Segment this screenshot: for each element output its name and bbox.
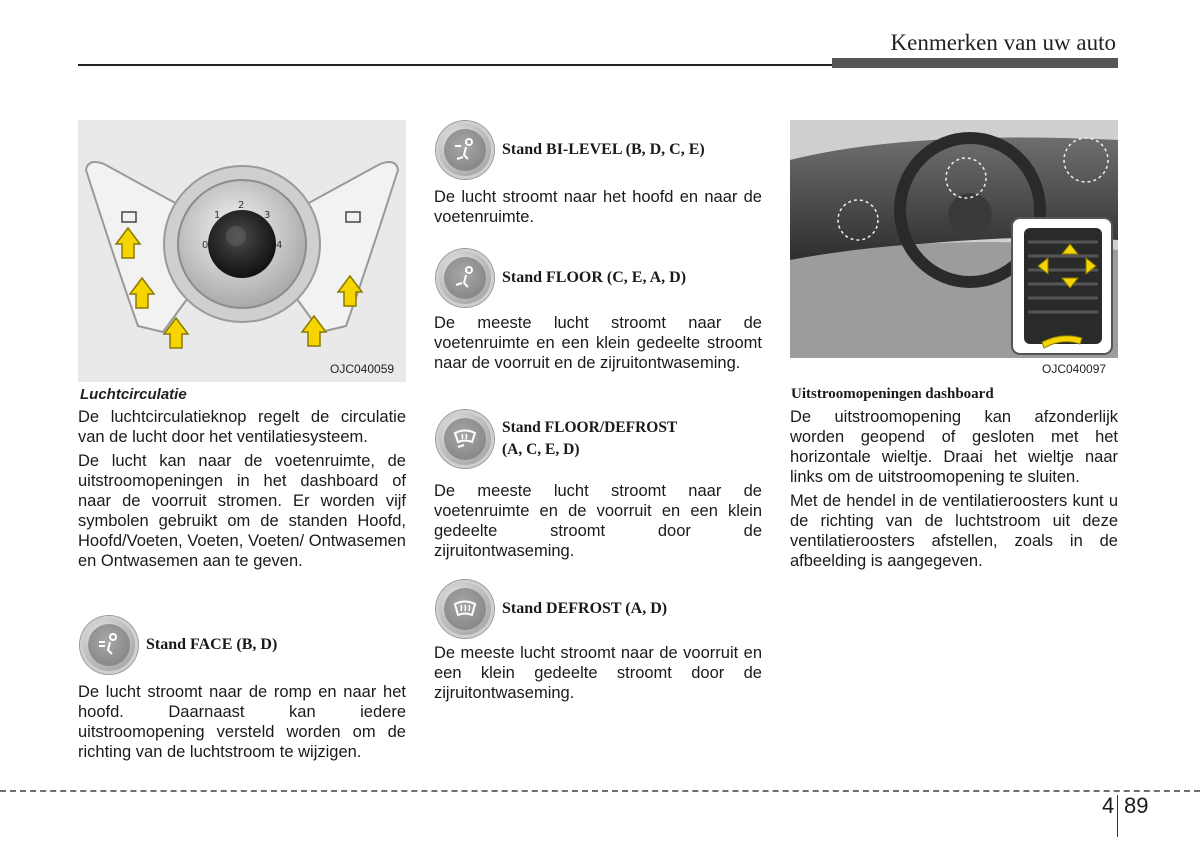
dial-number: 0 bbox=[202, 240, 209, 251]
climate-panel-figure bbox=[78, 120, 406, 382]
bi-level-mode-icon bbox=[452, 137, 478, 163]
bi-level-text: De lucht stroomt naar het hoofd en naar de voetenruimte. bbox=[434, 188, 762, 226]
dial-number: 1 bbox=[214, 210, 221, 221]
paragraph: De lucht kan naar de voetenruimte, de uitstroomopeningen in het dashboard of naar de voorruit stromen. Er worden vijf symbolen gebruikt om de standen Hoofd, Hoofd/Voeten, Voeten, Voeten/ Ontwasemen en Ontwasemen aan te geven. bbox=[78, 452, 406, 570]
defrost-mode-button bbox=[436, 580, 494, 638]
paragraph: De luchtcirculatieknop regelt de circulatie van de lucht door het ventilatiesysteem. bbox=[78, 408, 406, 446]
dial-number: 2 bbox=[238, 200, 245, 211]
left-intro-text bbox=[78, 407, 406, 575]
footer-rule bbox=[0, 790, 1200, 792]
figure-code: OJC040059 bbox=[330, 362, 395, 376]
floor-mode-icon bbox=[452, 265, 478, 291]
mode-label: Stand FACE (B, D) bbox=[146, 636, 278, 653]
header-rule-bar bbox=[832, 58, 1118, 68]
floor-defrost-text: De meeste lucht stroomt naar de voetenruimte en de voorruit en een klein gedeelte stroomt door de zijruitontwaseming. bbox=[434, 482, 762, 560]
bi-level-mode-button bbox=[436, 121, 494, 179]
mode-floor-defrost-row bbox=[436, 410, 677, 468]
dashboard-vents-figure bbox=[790, 120, 1118, 358]
mode-floor-row bbox=[436, 249, 686, 307]
defrost-text: De meeste lucht stroomt naar de voorruit en een klein gedeelte stroomt door de zijruitontwaseming. bbox=[434, 644, 762, 702]
page-number-separator bbox=[1117, 795, 1118, 837]
defrost-mode-icon bbox=[452, 596, 478, 622]
floor-text: De meeste lucht stroomt naar de voetenruimte en een klein gedeelte stroomt naar de voorruit en de zijruitontwaseming. bbox=[434, 314, 762, 372]
climate-panel-illustration bbox=[78, 120, 406, 382]
floor-mode-button bbox=[436, 249, 494, 307]
right-body-text bbox=[790, 407, 1118, 575]
dial-number: 3 bbox=[264, 210, 271, 221]
face-mode-button bbox=[80, 616, 138, 674]
paragraph: Met de hendel in de ventilatieroosters kunt u de richting van de luchtstroom uit deze ventilatieroosters afstellen, zoals in de afbeelding is aangegeven. bbox=[790, 492, 1118, 570]
mode-label: Stand FLOOR/DEFROST bbox=[502, 419, 678, 436]
chapter-number: 4 bbox=[1102, 793, 1115, 818]
section-title: Uitstroomopeningen dashboard bbox=[791, 386, 994, 402]
dial-number: 4 bbox=[276, 240, 283, 251]
mode-bilevel-row bbox=[436, 121, 705, 179]
floor-defrost-mode-button bbox=[436, 410, 494, 468]
face-mode-icon bbox=[96, 632, 122, 658]
mode-label-sub: (A, C, E, D) bbox=[502, 441, 580, 458]
paragraph: De uitstroomopening kan afzonderlijk worden geopend of gesloten met het horizontale wieltje. Draai het wieltje naar links om de uitstroomopening te sluiten. bbox=[790, 408, 1118, 486]
floor-defrost-labels bbox=[502, 417, 677, 461]
mode-face-row bbox=[80, 616, 277, 674]
page-number: 89 bbox=[1124, 793, 1149, 818]
mode-label: Stand BI-LEVEL (B, D, C, E) bbox=[502, 141, 705, 158]
running-header-title: Kenmerken van uw auto bbox=[890, 30, 1116, 55]
mode-label: Stand DEFROST (A, D) bbox=[502, 600, 668, 617]
dashboard-illustration bbox=[790, 120, 1118, 358]
floor-defrost-mode-icon bbox=[452, 426, 478, 452]
face-mode-text: De lucht stroomt naar de romp en naar het hoofd. Daarnaast kan iedere uitstroomopening versteld worden om de richting van de luchtstroom te wijzigen. bbox=[78, 683, 406, 761]
mode-label: Stand FLOOR (C, E, A, D) bbox=[502, 269, 687, 286]
mode-defrost-row bbox=[436, 580, 667, 638]
header-rule bbox=[78, 64, 834, 66]
section-title: Luchtcirculatie bbox=[80, 386, 187, 403]
figure-code: OJC040097 bbox=[1042, 362, 1107, 376]
